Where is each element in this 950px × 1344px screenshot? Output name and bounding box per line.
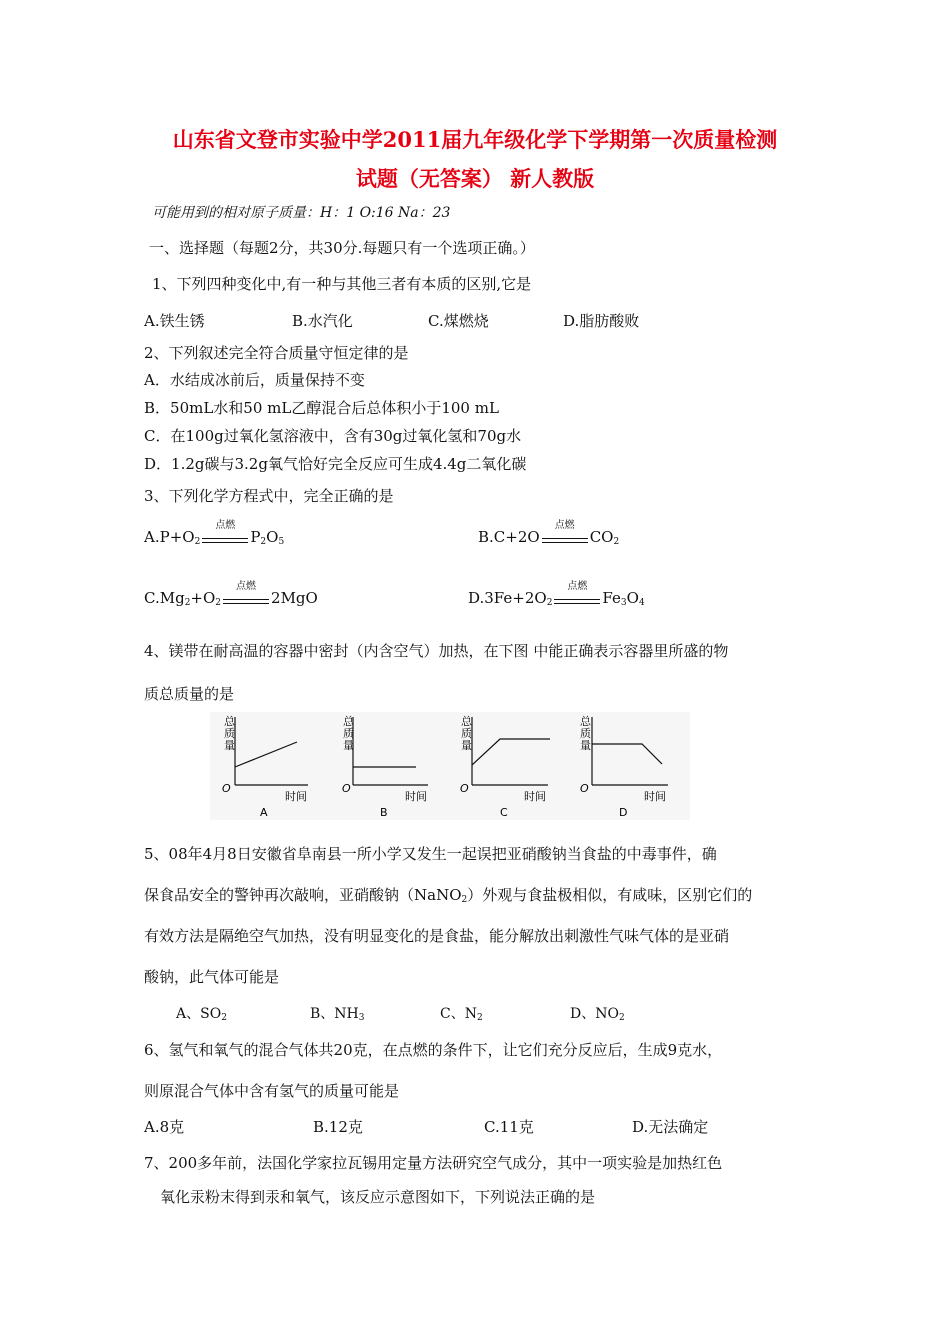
- page-title-line1: 山东省文登市实验中学2011届九年级化学下学期第一次质量检测: [172, 127, 778, 152]
- q1-option-b: B.水汽化: [292, 312, 353, 330]
- graph-b-ylabel-1: 总: [343, 715, 354, 728]
- graph-d-origin: O: [580, 782, 589, 795]
- graph-c-ylabel-2: 质: [461, 727, 472, 740]
- graph-a-xlabel: 时间: [285, 790, 307, 803]
- q2-option-c: C．在100g过氧化氢溶液中，含有30g过氧化氢和70g水: [144, 427, 522, 445]
- graph-d-ylabel-3: 量: [580, 739, 591, 752]
- q4-stem-line2: 质总质量的是: [144, 685, 235, 703]
- mass-time-graphs: [210, 712, 690, 820]
- graph-c-ylabel-3: 量: [461, 739, 472, 752]
- q4-stem-line1: 4、镁带在耐高温的容器中密封（内含空气）加热，在下图 中能正确表示容器里所盛的物: [144, 642, 729, 660]
- q6-option-a: A.8克: [144, 1118, 185, 1136]
- q6-line1: 6、氢气和氧气的混合气体共20克，在点燃的条件下，让它们充分反应后，生成9克水，: [144, 1041, 723, 1059]
- q2-option-b: B．50mL水和50 mL乙醇混合后总体积小于100 mL: [144, 399, 499, 417]
- q2-option-a: A．水结成冰前后，质量保持不变: [144, 371, 365, 389]
- graph-d-ylabel-2: 质: [580, 727, 591, 740]
- q6-option-d: D.无法确定: [632, 1118, 709, 1136]
- graph-d-label: D: [619, 806, 628, 819]
- q5-line1: 5、08年4月8日安徽省阜南县一所小学又发生一起误把亚硝酸钠当食盐的中毒事件，确: [144, 845, 717, 863]
- q5-option-d: D、$NO_2$: [570, 1006, 625, 1023]
- graph-b-xlabel: 时间: [405, 790, 427, 803]
- q3-option-a: $A.P+O_2$ 点燃 $P_2O_5$: [144, 520, 285, 547]
- graph-a-ylabel-2: 质: [224, 727, 235, 740]
- q1-option-a: A.铁生锈: [144, 312, 205, 330]
- q1-option-c: C.煤燃烧: [428, 312, 489, 330]
- q7-line1: 7、200多年前，法国化学家拉瓦锡用定量方法研究空气成分，其中一项实验是加热红色: [144, 1154, 723, 1172]
- graph-b-label: B: [380, 806, 388, 819]
- graph-c-origin: O: [460, 782, 469, 795]
- q5-option-b: B、$NH_3$: [310, 1006, 365, 1023]
- q3-stem: 3、下列化学方程式中，完全正确的是: [144, 487, 394, 505]
- q2-option-d: D．1.2g碳与3.2g氧气恰好完全反应可生成4.4g二氧化碳: [144, 455, 527, 473]
- q5-line2: 保食品安全的警钟再次敲响，亚硝酸钠（NaNO$_2$）外观与食盐极相似，有咸味，区别它们的: [144, 886, 753, 905]
- q5-option-a: A、$SO_2$: [176, 1006, 227, 1023]
- q1-stem: 1、下列四种变化中,有一种与其他三者有本质的区别,它是: [152, 275, 532, 293]
- graph-a-ylabel-1: 总: [224, 715, 235, 728]
- graph-c-label: C: [500, 806, 508, 819]
- q7-line2: 氧化汞粉末得到汞和氧气，该反应示意图如下，下列说法正确的是: [160, 1188, 596, 1206]
- reaction-arrow: 点燃: [542, 529, 588, 545]
- reaction-arrow: 点燃: [554, 590, 600, 606]
- graph-a-label: A: [260, 806, 268, 819]
- graph-a-origin: O: [222, 782, 231, 795]
- graph-b-origin: O: [342, 782, 351, 795]
- reaction-arrow: 点燃: [223, 590, 269, 606]
- graph-b-ylabel-3: 量: [343, 739, 354, 752]
- q6-option-b: B.12克: [313, 1118, 363, 1136]
- graph-c-ylabel-1: 总: [461, 715, 472, 728]
- graph-c-xlabel: 时间: [524, 790, 546, 803]
- q6-line2: 则原混合气体中含有氢气的质量可能是: [144, 1082, 400, 1100]
- q3-option-c: $C.Mg_2+O_2$ 点燃 2MgO: [144, 581, 318, 608]
- q1-option-d: D.脂肪酸败: [563, 312, 640, 330]
- graph-b-ylabel-2: 质: [343, 727, 354, 740]
- graph-a-ylabel-3: 量: [224, 739, 235, 752]
- q5-line3: 有效方法是隔绝空气加热，没有明显变化的是食盐，能分解放出刺激性气味气体的是亚硝: [144, 927, 730, 945]
- q2-stem: 2、下列叙述完全符合质量守恒定律的是: [144, 344, 409, 362]
- q5-option-c: C、$N_2$: [440, 1006, 483, 1023]
- graph-d-ylabel-1: 总: [580, 715, 591, 728]
- section-heading: 一、选择题（每题2分，共30分.每题只有一个选项正确。）: [149, 239, 535, 257]
- q3-option-b: B.C+2O 点燃 $CO_2$: [478, 520, 620, 547]
- reaction-arrow: 点燃: [202, 529, 248, 545]
- atomic-mass-note: 可能用到的相对原子质量：H：1 O:16 Na：23: [152, 205, 451, 221]
- q6-option-c: C.11克: [484, 1118, 534, 1136]
- q3-option-d: $D.3Fe+2O_2$ 点燃 $Fe_3O_4$: [468, 581, 645, 608]
- graph-d-xlabel: 时间: [644, 790, 666, 803]
- q5-line4: 酸钠，此气体可能是: [144, 968, 280, 986]
- page-title-line2: 试题（无答案） 新人教版: [355, 166, 595, 191]
